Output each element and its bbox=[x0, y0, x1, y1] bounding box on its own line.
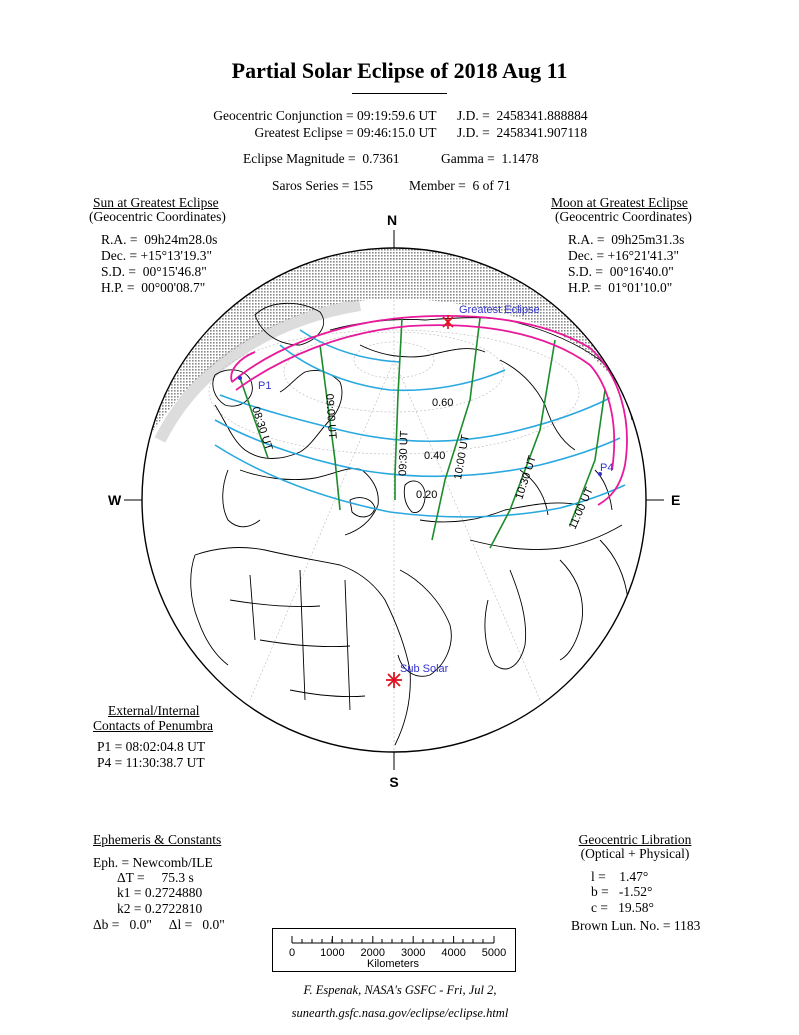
contact-p4: P4 = 11:30:38.7 UT bbox=[97, 755, 205, 770]
gamma: Gamma = 1.1478 bbox=[441, 151, 539, 166]
scale-tick-2000: 2000 bbox=[360, 947, 386, 959]
contacts-heading-1: External/Internal bbox=[108, 703, 200, 718]
credit-line-2: sunearth.gsfc.nasa.gov/eclipse/eclipse.html bbox=[291, 1006, 509, 1020]
south-label: S bbox=[389, 774, 399, 790]
conjunction-label: Geocentric Conjunction = bbox=[213, 108, 357, 123]
conjunction-jd: J.D. = 2458341.888884 bbox=[457, 108, 588, 123]
ephemeris-heading: Ephemeris & Constants bbox=[93, 832, 222, 847]
p1-label: P1 bbox=[258, 380, 272, 392]
ephemeris-db-dl: Δb = 0.0" Δl = 0.0" bbox=[93, 917, 225, 932]
libration-subheading: (Optical + Physical) bbox=[580, 846, 690, 861]
greatest-eclipse-jd: J.D. = 2458341.907118 bbox=[457, 125, 588, 140]
brown-lunation: Brown Lun. No. = 1183 bbox=[571, 918, 701, 933]
time-lines bbox=[240, 318, 605, 548]
saros-member: Member = 6 of 71 bbox=[409, 178, 511, 193]
time-label-1000: 10:00 UT bbox=[452, 433, 472, 481]
credit-line-1: F. Espenak, NASA's GSFC - Fri, Jul 2, bbox=[303, 983, 497, 997]
p4-label: P4 bbox=[600, 462, 614, 474]
magnitude-label-060: 0.60 bbox=[432, 397, 454, 409]
sun-ra: R.A. = 09h24m28.0s bbox=[101, 232, 218, 247]
time-label-1030: 10:30 UT bbox=[513, 454, 539, 501]
magnitude-label-020: 0.20 bbox=[416, 489, 438, 501]
sub-solar-label: Sub Solar bbox=[400, 663, 449, 675]
saros-series: Saros Series = 155 bbox=[272, 178, 373, 193]
time-label-0930: 09:30 UT bbox=[397, 430, 411, 477]
time-label-1100: 11:00 UT bbox=[566, 485, 596, 532]
moon-dec: Dec. = +16°21'41.3" bbox=[568, 248, 680, 263]
scale-tick-0: 0 bbox=[288, 947, 296, 959]
time-label-0830: 08:30 UT bbox=[249, 405, 275, 452]
ephemeris-delta-t: ΔT = 75.3 s bbox=[117, 870, 194, 885]
page-title: Partial Solar Eclipse of 2018 Aug 11 bbox=[231, 58, 568, 83]
greatest-eclipse-label: Greatest Eclipse = bbox=[254, 125, 357, 140]
scale-unit: Kilometers bbox=[367, 958, 419, 970]
contacts-heading-2: Contacts of Penumbra bbox=[93, 718, 213, 733]
eclipse-magnitude: Eclipse Magnitude = 0.7361 bbox=[243, 151, 400, 166]
libration-heading: Geocentric Libration bbox=[578, 832, 692, 847]
ephemeris-k1: k1 = 0.2724880 bbox=[117, 885, 203, 900]
scale-tick-3000: 3000 bbox=[400, 947, 426, 959]
sun-subheading: (Geocentric Coordinates) bbox=[89, 209, 226, 224]
moon-hp: H.P. = 01°01'10.0" bbox=[568, 280, 673, 295]
east-label: E bbox=[671, 492, 681, 508]
scale-tick-1000: 1000 bbox=[320, 947, 345, 959]
libration-l: l = 1.47° bbox=[591, 869, 649, 884]
p1-point bbox=[238, 376, 242, 380]
greatest-eclipse-label: Greatest Eclipse bbox=[459, 304, 540, 316]
ephemeris-eph: Eph. = Newcomb/ILE bbox=[93, 855, 213, 870]
scale-tick-4000: 4000 bbox=[441, 947, 466, 959]
night-region bbox=[130, 230, 660, 470]
scale-tick-5000: 5000 bbox=[481, 947, 507, 959]
west-label: W bbox=[108, 492, 122, 508]
sun-sd: S.D. = 00°15'46.8" bbox=[101, 264, 207, 279]
time-label-0900: 09:00 UT bbox=[323, 393, 339, 440]
sun-dec: Dec. = +15°13'19.3" bbox=[101, 248, 213, 263]
greatest-eclipse-marker bbox=[443, 315, 453, 329]
moon-heading: Moon at Greatest Eclipse bbox=[551, 195, 688, 210]
libration-b: b = -1.52° bbox=[591, 884, 653, 899]
sun-heading: Sun at Greatest Eclipse bbox=[93, 195, 219, 210]
libration-c: c = 19.58° bbox=[591, 900, 654, 915]
north-label: N bbox=[386, 212, 398, 228]
magnitude-label-040: 0.40 bbox=[424, 450, 446, 462]
greatest-eclipse-value: 09:46:15.0 UT bbox=[357, 125, 437, 140]
coastlines bbox=[191, 303, 632, 745]
moon-sd: S.D. = 00°16'40.0" bbox=[568, 264, 674, 279]
ephemeris-k2: k2 = 0.2722810 bbox=[117, 901, 203, 916]
moon-subheading: (Geocentric Coordinates) bbox=[555, 209, 692, 224]
moon-ra: R.A. = 09h25m31.3s bbox=[568, 232, 685, 247]
scale-bar bbox=[272, 928, 516, 972]
contact-p1: P1 = 08:02:04.8 UT bbox=[97, 739, 206, 754]
sun-hp: H.P. = 00°00'08.7" bbox=[101, 280, 206, 295]
conjunction-value: 09:19:59.6 UT bbox=[357, 108, 437, 123]
